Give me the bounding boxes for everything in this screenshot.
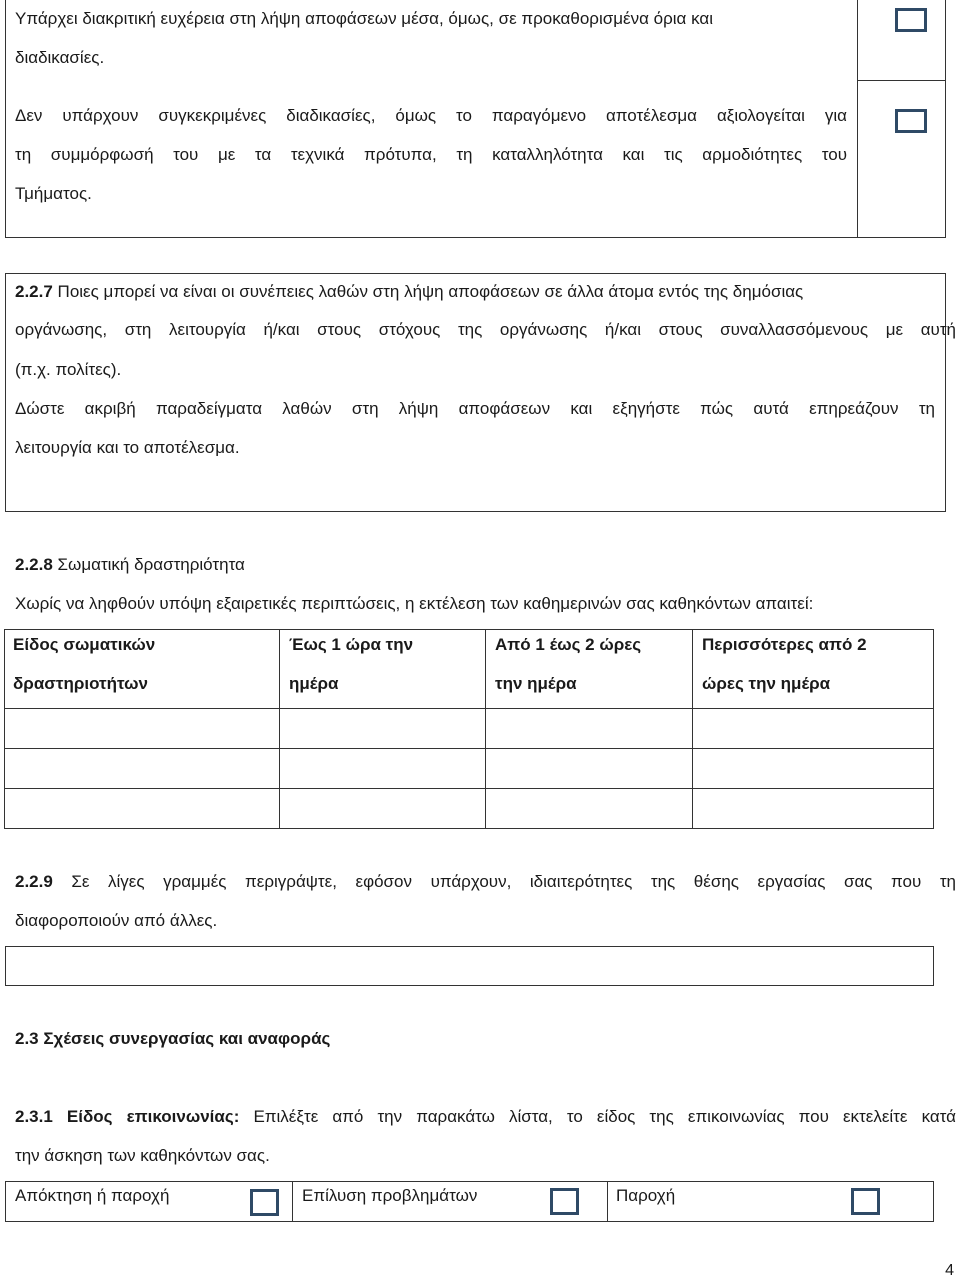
top-table-column-divider — [857, 0, 858, 238]
table-cell[interactable] — [486, 709, 693, 749]
question-2-2-9-text — [15, 872, 956, 892]
table-cell[interactable] — [5, 749, 280, 789]
table-cell[interactable] — [5, 709, 280, 749]
table-cell[interactable] — [693, 749, 934, 789]
option-text-line: τη συμμόρφωσή του με τα τεχνικά πρότυπα, τη καταλληλότητα και τις αρμοδιότητες του — [15, 145, 847, 164]
section-2-3-heading: 2.3 Σχέσεις συνεργασίας και αναφοράς — [15, 1029, 331, 1048]
option-checkbox[interactable] — [895, 8, 927, 32]
communication-option-label: Επίλυση προβλημάτων — [302, 1186, 478, 1205]
question-2-2-8-title — [15, 555, 245, 575]
table-cell[interactable] — [693, 789, 934, 829]
table-column-divider — [292, 1181, 293, 1222]
table-cell[interactable] — [486, 749, 693, 789]
question-number: 2.2.8 — [15, 555, 53, 574]
question-title: Σωματική δραστηριότητα — [52, 555, 245, 574]
top-table-row-divider — [857, 80, 945, 81]
option-checkbox[interactable] — [895, 109, 927, 133]
question-2-2-7-text — [15, 282, 803, 302]
question-number: 2.2.9 — [15, 872, 53, 891]
table-header-cell: Από 1 έως 2 ώρες την ημέρα — [486, 630, 693, 709]
communication-option-checkbox[interactable] — [851, 1188, 880, 1215]
question-text: Ποιες μπορεί να είναι οι συνέπειες λαθών στη λήψη αποφάσεων σε άλλα άτομα εντός της δημόσιας — [52, 282, 804, 301]
question-number: 2.3.1 Είδος επικοινωνίας: — [15, 1107, 240, 1126]
question-2-2-7-box[interactable] — [5, 273, 946, 512]
question-text-line: οργάνωσης, στη λειτουργία ή/και στους στόχους της οργάνωσης ή/και στους συναλλασσόμενους με αυτή — [15, 320, 956, 339]
question-text-line: (π.χ. πολίτες). — [15, 360, 122, 379]
table-cell[interactable] — [5, 789, 280, 829]
communication-option-checkbox[interactable] — [550, 1188, 579, 1215]
table-column-divider — [607, 1181, 608, 1222]
table-cell[interactable] — [280, 749, 486, 789]
option-text-line: Δεν υπάρχουν συγκεκριμένες διαδικασίες, όμως το παραγόμενο αποτέλεσμα αξιολογείται για — [15, 106, 847, 125]
question-text-line: λειτουργία και το αποτέλεσμα. — [15, 438, 240, 457]
question-text: Σε λίγες γραμμές περιγράψτε, εφόσον υπάρχουν, ιδιαιτερότητες της θέσης εργασίας σας που τη — [52, 872, 956, 891]
table-header-cell: Έως 1 ώρα την ημέρα — [280, 630, 486, 709]
question-2-2-9-answer-box[interactable] — [5, 946, 934, 986]
table-cell[interactable] — [486, 789, 693, 829]
question-number: 2.2.7 — [15, 282, 53, 301]
physical-activity-table — [4, 629, 934, 829]
question-text-line: Δώστε ακριβή παραδείγματα λαθών στη λήψη αποφάσεων και εξηγήστε πώς αυτά επηρεάζουν τη — [15, 399, 935, 418]
question-2-3-1-text — [15, 1107, 956, 1127]
question-2-2-8-intro: Χωρίς να ληφθούν υπόψη εξαιρετικές περιπτώσεις, η εκτέλεση των καθημερινών σας καθηκόντων απαιτεί: — [15, 594, 814, 613]
option-text-line: Τμήματος. — [15, 184, 92, 203]
communication-option-checkbox[interactable] — [250, 1189, 279, 1216]
question-text: Επιλέξτε από την παρακάτω λίστα, το είδος της επικοινωνίας που εκτελείτε κατά — [239, 1107, 956, 1126]
question-text-line: την άσκηση των καθηκόντων σας. — [15, 1146, 270, 1165]
table-cell[interactable] — [280, 709, 486, 749]
table-cell[interactable] — [280, 789, 486, 829]
table-header-cell: Περισσότερες από 2 ώρες την ημέρα — [693, 630, 934, 709]
table-cell[interactable] — [693, 709, 934, 749]
option-text-line: διαδικασίες. — [15, 48, 105, 67]
table-header-cell: Είδος σωματικών δραστηριοτήτων — [5, 630, 280, 709]
page-number: 4 — [945, 1262, 954, 1279]
communication-option-label: Απόκτηση ή παροχή — [15, 1186, 170, 1205]
option-text-line: Υπάρχει διακριτική ευχέρεια στη λήψη αποφάσεων μέσα, όμως, σε προκαθορισμένα όρια και — [15, 9, 713, 28]
communication-option-label: Παροχή — [616, 1186, 676, 1205]
question-text-line: διαφοροποιούν από άλλες. — [15, 911, 218, 930]
